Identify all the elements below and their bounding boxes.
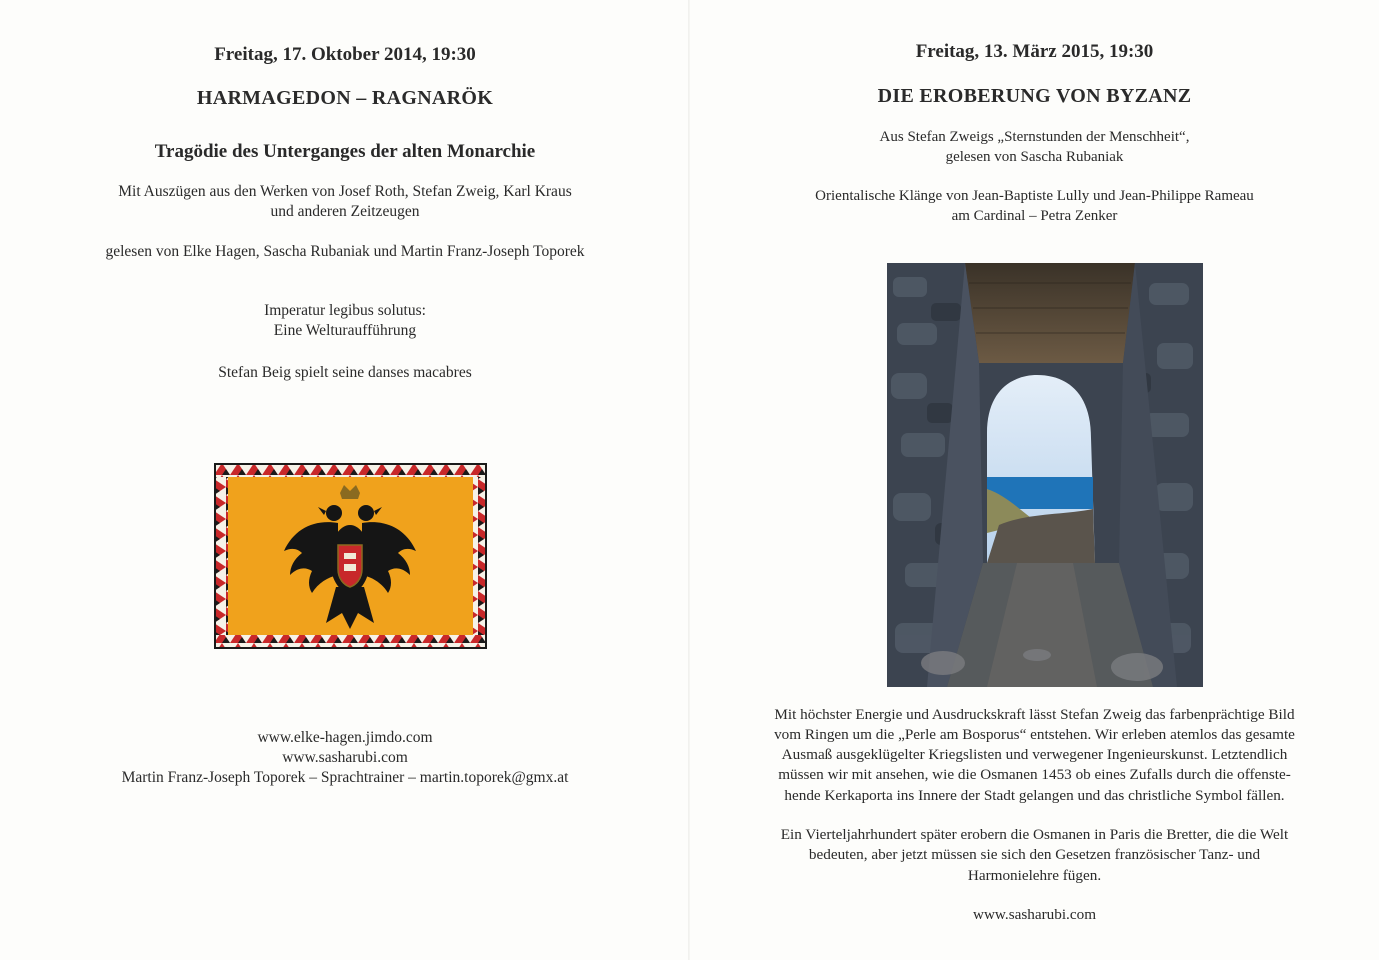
reader-text: gelesen von Sascha Rubaniak bbox=[945, 149, 1124, 165]
premiere-text: Eine Welturaufführung bbox=[273, 322, 417, 339]
description-line: hende Kerkaporta ins Innere der Stadt gelangen und das christliche Symbol fällen. bbox=[784, 787, 1285, 804]
source-text: Aus Stefan Zweigs „Sternstunden der Menschheit“, bbox=[879, 129, 1190, 145]
event-date: Freitag, 13. März 2015, 19:30 bbox=[915, 41, 1154, 62]
description-line: Ein Vierteljahrhundert später erobern die Osmanen in Paris die Bretter, die die Welt bbox=[780, 826, 1289, 843]
excerpts-text: Mit Auszügen aus den Werken von Josef Roth, Stefan Zweig, Karl Kraus bbox=[118, 183, 572, 200]
readers-text: gelesen von Elke Hagen, Sascha Rubaniak und Martin Franz-Joseph Toporek bbox=[105, 243, 585, 260]
event-title: HARMAGEDON – RAGNARÖK bbox=[196, 87, 494, 109]
music-text: Stefan Beig spielt seine danses macabres bbox=[218, 364, 472, 381]
performer-text: am Cardinal – Petra Zenker bbox=[951, 208, 1118, 224]
event-title: DIE EROBERUNG VON BYZANZ bbox=[877, 85, 1192, 107]
stone-gate-photo bbox=[887, 263, 1203, 687]
right-page bbox=[690, 0, 1379, 960]
description-line: Mit höchster Energie und Ausdruckskraft lässt Stefan Zweig das farbenprächtige Bild bbox=[774, 706, 1295, 723]
description-line: vom Ringen um die „Perle am Bosporus“ entstehen. Wir erleben atemlos das gesamte bbox=[774, 726, 1295, 743]
website-link-sasharubi[interactable]: www.sasharubi.com bbox=[282, 749, 408, 766]
excerpts-text-2: und anderen Zeitzeugen bbox=[270, 203, 420, 220]
contact-line: Martin Franz-Joseph Toporek – Sprachtrainer – martin.toporek@gmx.at bbox=[121, 769, 569, 786]
event-subtitle: Tragödie des Unterganges der alten Monarchie bbox=[154, 141, 536, 162]
description-line: bedeuten, aber jetzt müssen sie sich den Gesetzen französischer Tanz- und bbox=[808, 846, 1261, 863]
description-line: müssen wir mit ansehen, wie die Osmanen 1453 ob eines Zufalls durch die offenste- bbox=[778, 766, 1291, 783]
description-line: Ausmaß ausgeklügelter Kriegslisten und verwegener Ingenieurskunst. Letztendlich bbox=[781, 746, 1288, 763]
habsburg-flag-image bbox=[214, 463, 487, 649]
imperatur-text: Imperatur legibus solutus: bbox=[264, 302, 426, 319]
description-line: Harmonielehre fügen. bbox=[967, 867, 1102, 884]
website-link-elke[interactable]: www.elke-hagen.jimdo.com bbox=[257, 729, 433, 746]
event-date: Freitag, 17. Oktober 2014, 19:30 bbox=[214, 44, 476, 65]
music-text: Orientalische Klänge von Jean-Baptiste Lully und Jean-Philippe Rameau bbox=[815, 188, 1254, 204]
website-link-sasharubi[interactable]: www.sasharubi.com bbox=[972, 906, 1097, 923]
